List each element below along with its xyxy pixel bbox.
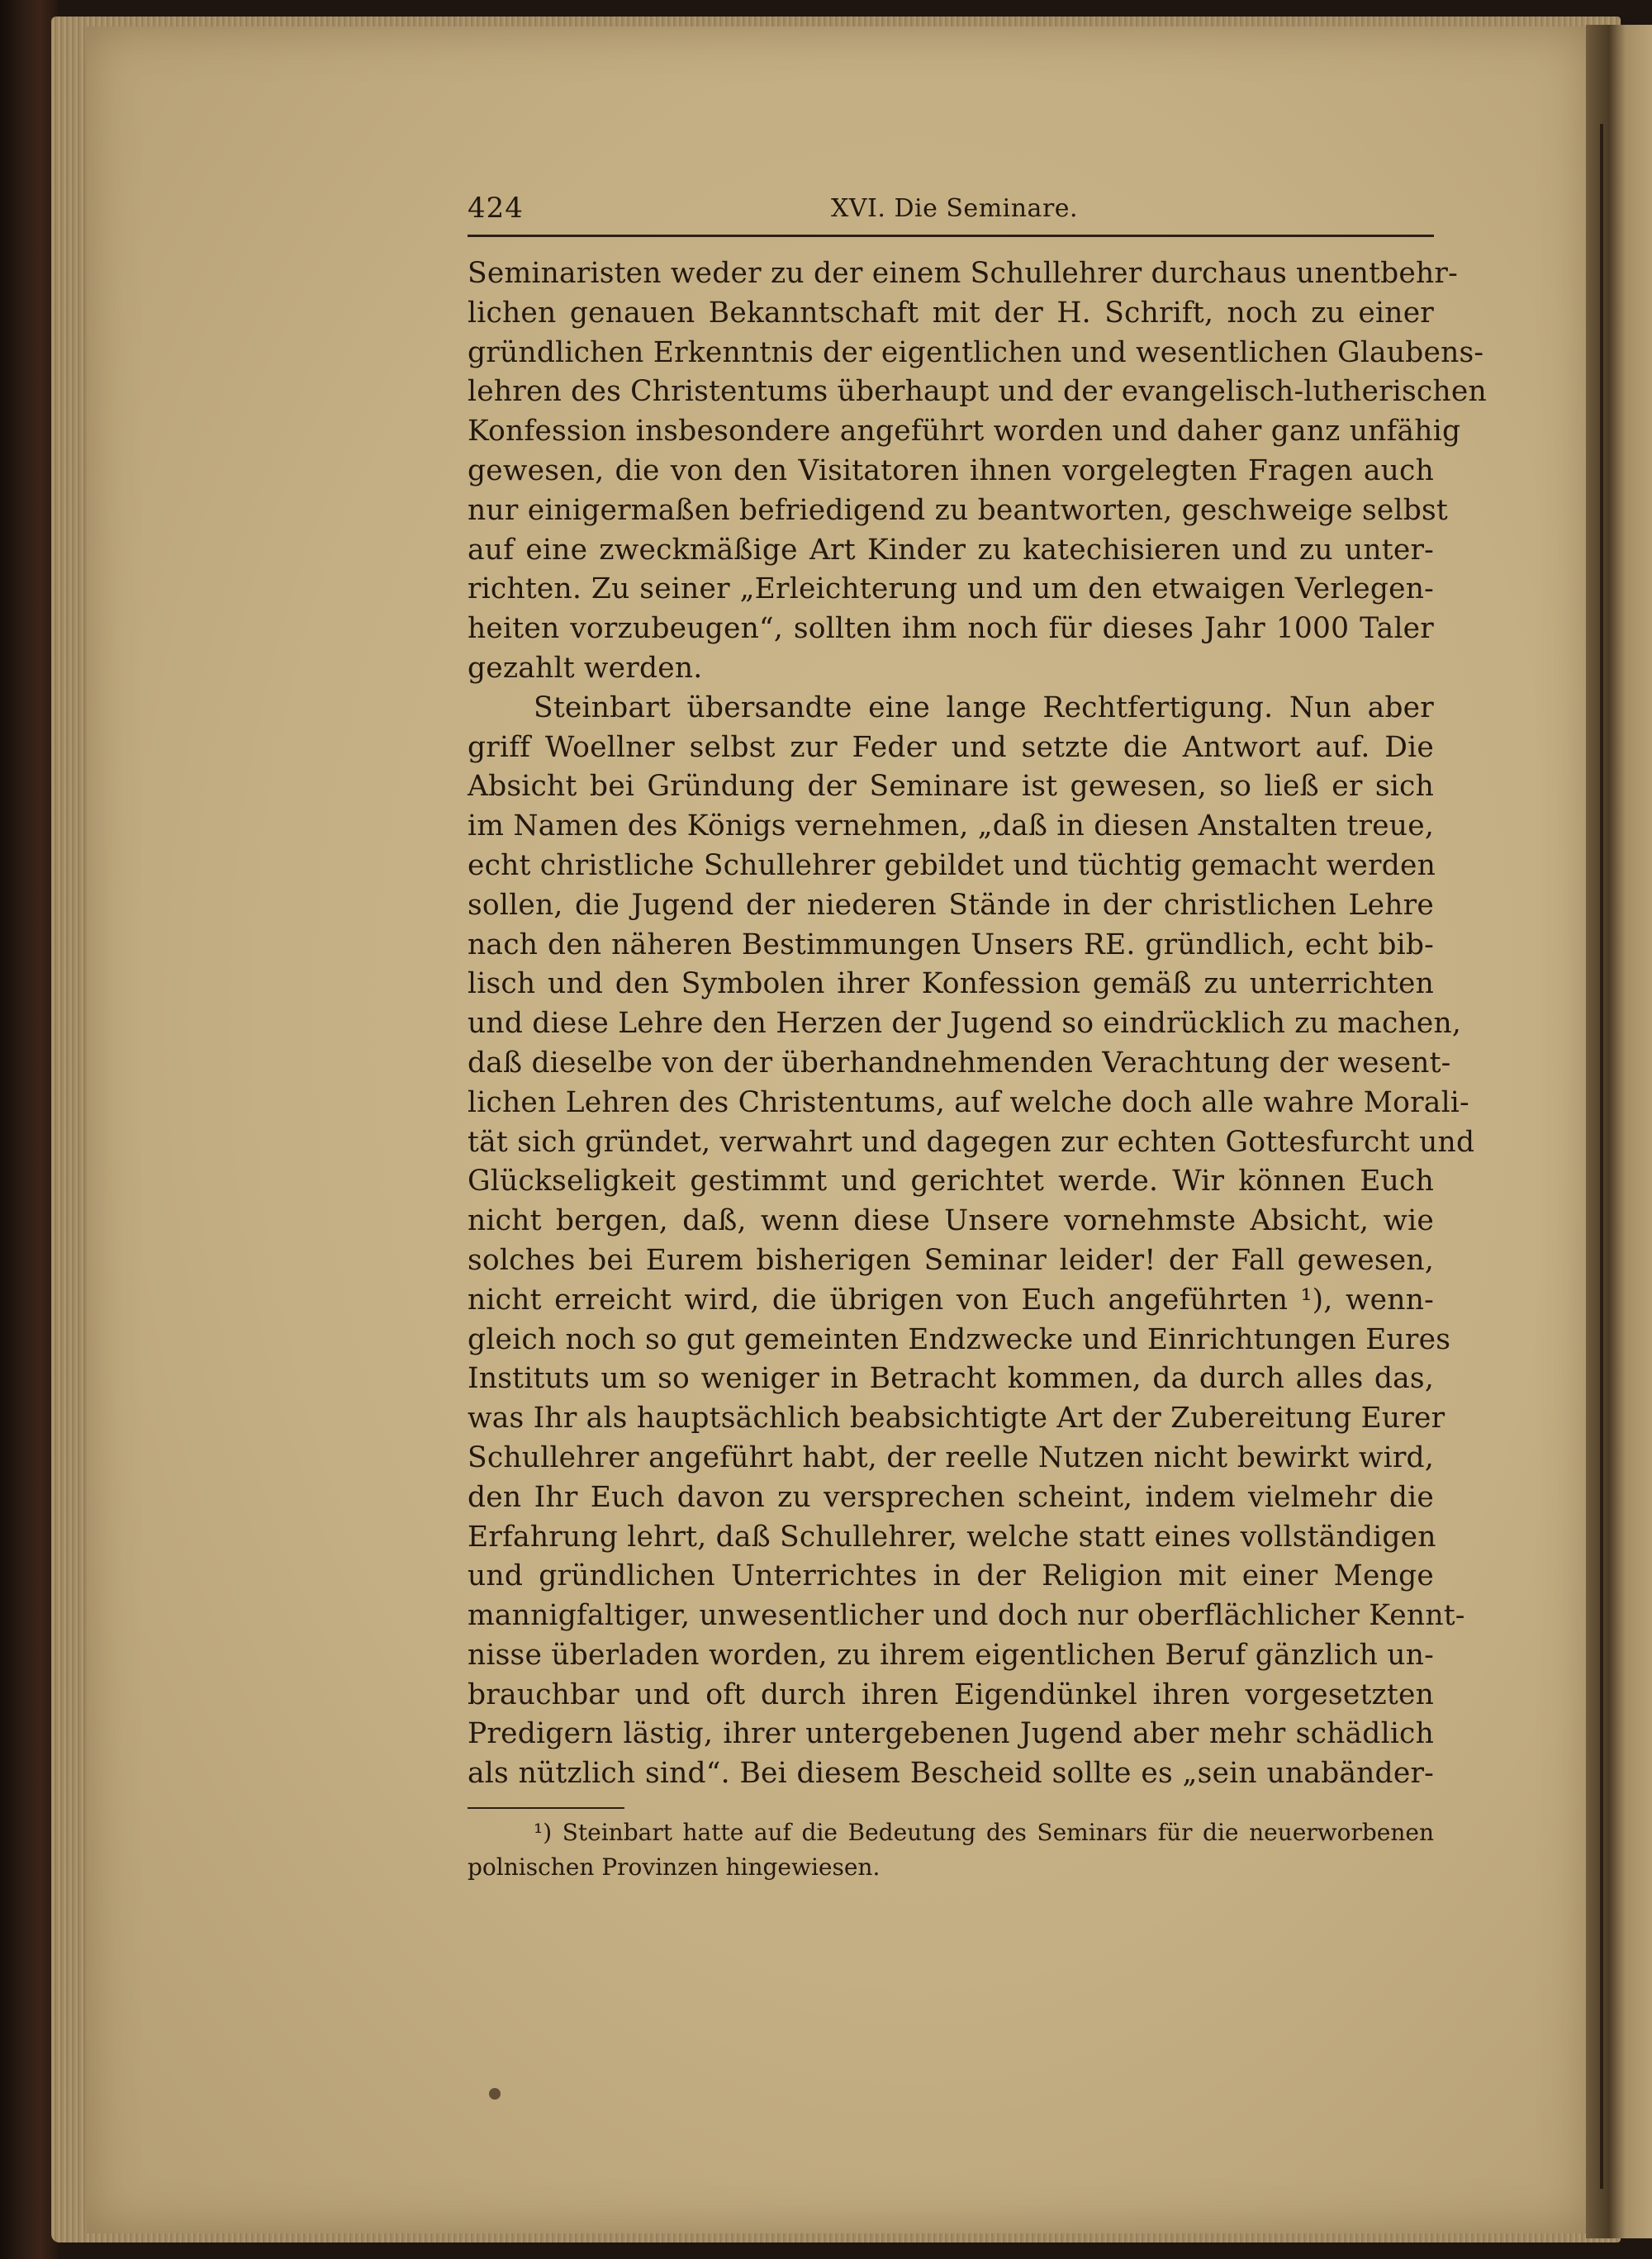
text-line: Erfahrung lehrt, daß Schullehrer, welche statt eines vollständigen [468, 1520, 1436, 1554]
text-line: lichen Lehren des Christentums, auf welche doch alle wahre Morali- [468, 1085, 1469, 1119]
text-line: lichen genauen Bekanntschaft mit der H. Schrift, noch zu einer [468, 296, 1434, 330]
text-line: gewesen, die von den Visitatoren ihnen vorgelegten Fragen auch [468, 453, 1434, 487]
text-line: echt christliche Schullehrer gebildet und tüchtig gemacht werden [468, 848, 1436, 882]
text-line: nisse überladen worden, zu ihrem eigentlichen Beruf gänzlich un- [468, 1638, 1434, 1672]
text-line: nach den näheren Bestimmungen Unsers RE. gründlich, echt bib- [468, 928, 1434, 961]
text-line: solches bei Eurem bisherigen Seminar leider! der Fall gewesen, [468, 1243, 1434, 1277]
text-line: Konfession insbesondere angeführt worden und daher ganz unfähig [468, 415, 1461, 448]
text-line: mannigfaltiger, unwesentlicher und doch nur oberflächlicher Kennt- [468, 1599, 1465, 1633]
text-line: als nützlich sind“. Bei diesem Bescheid sollte es „sein unabänder- [468, 1757, 1434, 1791]
text-line: im Namen des Königs vernehmen, „daß in diesen Anstalten treue, [468, 809, 1434, 843]
text-line: nicht bergen, daß, wenn diese Unsere vornehmste Absicht, wie [468, 1204, 1434, 1238]
header-rule [468, 235, 1434, 237]
text-line: heiten vorzubeugen“, sollten ihm noch für dieses Jahr 1000 Taler [468, 612, 1434, 646]
footnotes [468, 1815, 1434, 1885]
text-line: brauchbar und oft durch ihren Eigendünkel ihren vorgesetzten [468, 1678, 1434, 1711]
text-line: Predigern lästig, ihrer untergebenen Jugend aber mehr schädlich [468, 1717, 1434, 1751]
text-line: Absicht bei Gründung der Seminare ist gewesen, so ließ er sich [468, 770, 1434, 804]
text-line: griff Woellner selbst zur Feder und setzte die Antwort auf. Die [468, 730, 1434, 764]
text-line: lehren des Christentums überhaupt und der evangelisch-lutherischen [468, 375, 1487, 409]
text-line: Instituts um so weniger in Betracht kommen, da durch alles das, [468, 1362, 1434, 1396]
footnote-line: ¹) Steinbart hatte auf die Bedeutung des Seminars für die neuerworbenen [534, 1819, 1434, 1846]
running-head [468, 187, 1434, 233]
gutter-shadow [1600, 124, 1603, 2189]
text-line: und gründlichen Unterrichtes in der Religion mit einer Menge [468, 1559, 1434, 1593]
text-line: sollen, die Jugend der niederen Stände in der christlichen Lehre [468, 888, 1434, 922]
text-line: nicht erreicht wird, die übrigen von Euch angeführten ¹), wenn- [468, 1283, 1434, 1317]
text-line: nur einigermaßen befriedigend zu beantworten, geschweige selbst [468, 493, 1448, 527]
book-binding [0, 0, 58, 2259]
page-number: 424 [468, 192, 524, 225]
footnote-line: polnischen Provinzen hingewiesen. [468, 1853, 881, 1881]
text-line: tät sich gründet, verwahrt und dagegen zur echten Gottesfurcht und [468, 1125, 1475, 1159]
text-line: auf eine zweckmäßige Art Kinder zu katechisieren und zu unter- [468, 533, 1434, 567]
body-text [468, 254, 1487, 1794]
text-line: Seminaristen weder zu der einem Schullehrer durchaus unentbehr- [468, 257, 1458, 290]
chapter-title: XVI. Die Seminare. [831, 194, 1079, 223]
footnote-rule [468, 1807, 624, 1809]
paragraph-start: Steinbart übersandte eine lange Rechtfertigung. Nun aber [534, 691, 1434, 724]
text-line: den Ihr Euch davon zu versprechen scheint, indem vielmehr die [468, 1480, 1434, 1514]
text-line: gründlichen Erkenntnis der eigentlichen und wesentlichen Glaubens- [468, 335, 1484, 369]
text-line: gezahlt werden. [468, 651, 703, 685]
text-line: richten. Zu seiner „Erleichterung und um den etwaigen Verlegen- [468, 572, 1434, 606]
text-line: daß dieselbe von der überhandnehmenden Verachtung der wesent- [468, 1046, 1451, 1080]
text-line: lisch und den Symbolen ihrer Konfession gemäß zu unterrichten [468, 967, 1434, 1001]
text-line: was Ihr als hauptsächlich beabsichtigte Art der Zubereitung Eurer [468, 1402, 1446, 1436]
page-gutter [1586, 25, 1652, 2238]
ink-smudge [489, 2088, 501, 2100]
text-line: gleich noch so gut gemeinten Endzwecke und Einrichtungen Eures [468, 1322, 1451, 1356]
text-line: Glückseligkeit gestimmt und gerichtet werde. Wir können Euch [468, 1165, 1434, 1198]
text-line: Schullehrer angeführt habt, der reelle Nutzen nicht bewirkt wird, [468, 1440, 1434, 1474]
text-line: und diese Lehre den Herzen der Jugend so eindrücklich zu machen, [468, 1007, 1462, 1041]
